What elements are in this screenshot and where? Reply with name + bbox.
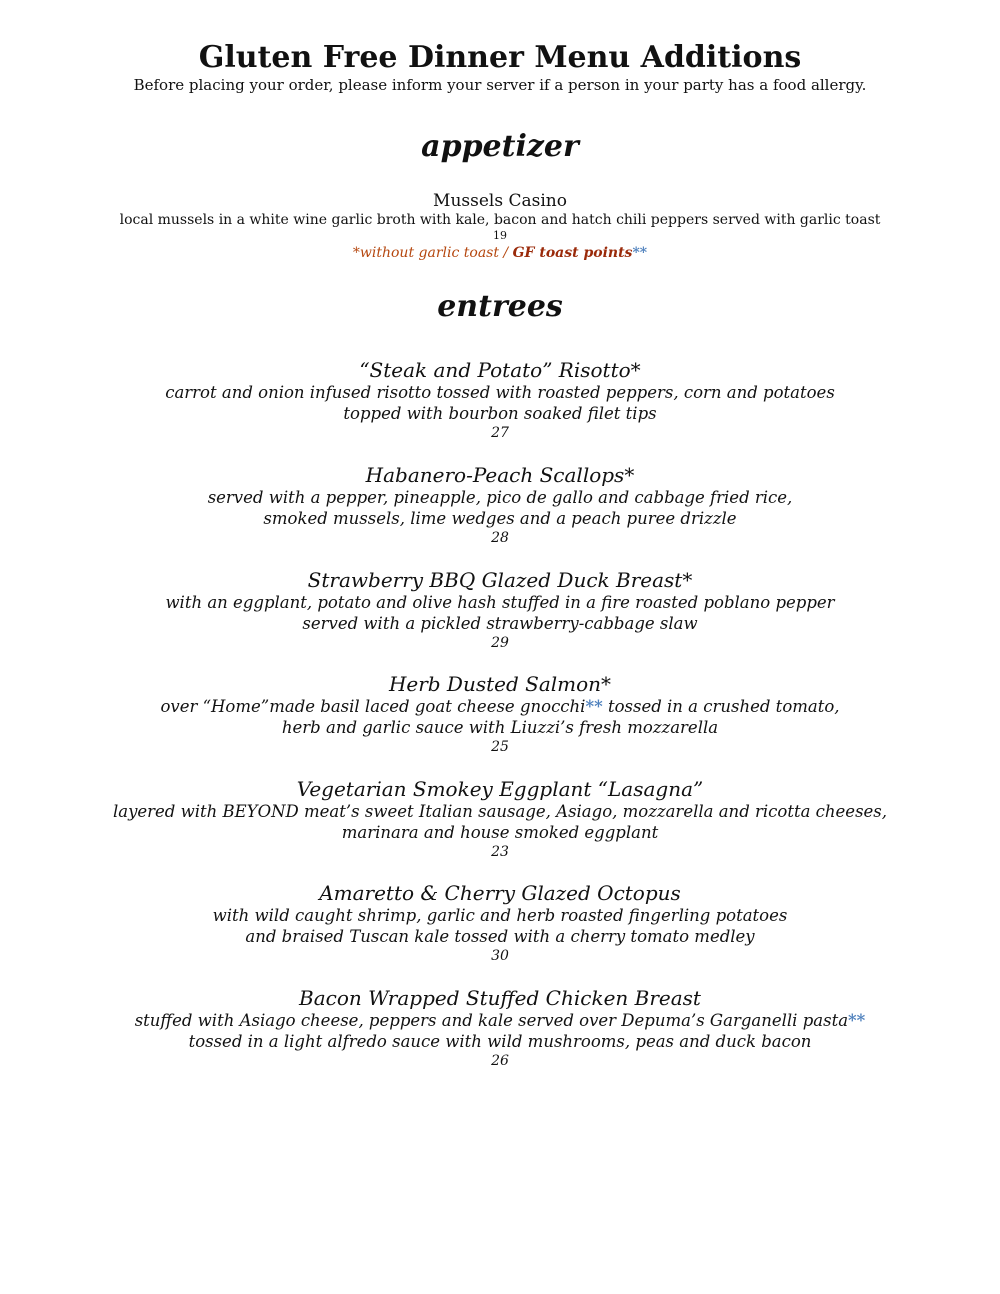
entree-price: 30 bbox=[491, 948, 509, 964]
entree-description-line bbox=[0, 1010, 1000, 1031]
entree-item bbox=[0, 672, 1000, 757]
entree-name: Habanero-Peach Scallops* bbox=[365, 463, 635, 487]
entree-description-line: topped with bourbon soaked filet tips bbox=[343, 404, 657, 423]
appetizer-description: local mussels in a white wine garlic broth with kale, bacon and hatch chili peppers served with garlic toast bbox=[119, 212, 881, 228]
appetizer-name: Mussels Casino bbox=[433, 191, 567, 211]
entree-description-line: and braised Tuscan kale tossed with a cherry tomato medley bbox=[245, 927, 755, 946]
entree-price: 23 bbox=[491, 844, 509, 860]
entree-description-line: tossed in a light alfredo sauce with wild mushrooms, peas and duck bacon bbox=[188, 1032, 812, 1051]
entree-name: Vegetarian Smokey Eggplant “Lasagna” bbox=[296, 777, 704, 801]
note-without-toast: *without garlic toast / bbox=[352, 245, 513, 261]
entree-description-line: with wild caught shrimp, garlic and herb roasted fingerling potatoes bbox=[212, 906, 788, 925]
entree-price: 29 bbox=[491, 635, 509, 651]
menu-title: Gluten Free Dinner Menu Additions bbox=[198, 40, 802, 75]
entree-item bbox=[0, 986, 1000, 1071]
gf-marker: ** bbox=[632, 245, 648, 261]
entree-description-text: over “Home”made basil laced goat cheese gnocchi bbox=[160, 697, 586, 716]
entree-description-line: layered with BEYOND meat’s sweet Italian sausage, Asiago, mozzarella and ricotta cheeses, bbox=[112, 802, 888, 821]
entree-price: 27 bbox=[491, 425, 509, 441]
entree-name: Bacon Wrapped Stuffed Chicken Breast bbox=[299, 986, 701, 1010]
entree-description-line: carrot and onion infused risotto tossed with roasted peppers, corn and potatoes bbox=[165, 383, 835, 402]
note-gf-toast-points: GF toast points bbox=[512, 245, 633, 261]
entrees-heading: entrees bbox=[437, 289, 563, 324]
entree-description-line: marinara and house smoked eggplant bbox=[341, 823, 659, 842]
entree-item bbox=[0, 777, 1000, 862]
entree-description-line: with an eggplant, potato and olive hash stuffed in a fire roasted poblano pepper bbox=[165, 593, 835, 612]
entree-price: 28 bbox=[491, 530, 509, 546]
entree-description-line: smoked mussels, lime wedges and a peach puree drizzle bbox=[263, 509, 737, 528]
entree-item bbox=[0, 358, 1000, 443]
entree-name: Strawberry BBQ Glazed Duck Breast* bbox=[307, 568, 693, 592]
entree-description-line: served with a pepper, pineapple, pico de gallo and cabbage fried rice, bbox=[207, 488, 793, 507]
entree-description-text: tossed in a crushed tomato, bbox=[602, 697, 840, 716]
entree-description-line: herb and garlic sauce with Liuzzi’s fresh mozzarella bbox=[281, 718, 719, 737]
entree-description-text: stuffed with Asiago cheese, peppers and kale served over Depuma’s Garganelli pasta bbox=[134, 1011, 849, 1030]
entree-item bbox=[0, 881, 1000, 966]
entree-name: Herb Dusted Salmon* bbox=[388, 672, 612, 696]
gf-marker: ** bbox=[585, 697, 603, 716]
entree-name: “Steak and Potato” Risotto* bbox=[359, 358, 641, 382]
entree-item bbox=[0, 568, 1000, 653]
appetizer-heading: appetizer bbox=[421, 129, 579, 164]
entree-price: 26 bbox=[491, 1053, 509, 1069]
entree-price: 25 bbox=[491, 739, 509, 755]
appetizer-price: 19 bbox=[493, 229, 507, 242]
entree-item bbox=[0, 463, 1000, 548]
gf-marker: ** bbox=[848, 1011, 866, 1030]
entree-name: Amaretto & Cherry Glazed Octopus bbox=[319, 881, 681, 905]
allergy-notice: Before placing your order, please inform your server if a person in your party has a food allergy. bbox=[133, 76, 867, 94]
entree-description-line bbox=[0, 696, 1000, 717]
appetizer-gf-note bbox=[0, 244, 1000, 263]
entree-description-line: served with a pickled strawberry-cabbage slaw bbox=[302, 614, 698, 633]
